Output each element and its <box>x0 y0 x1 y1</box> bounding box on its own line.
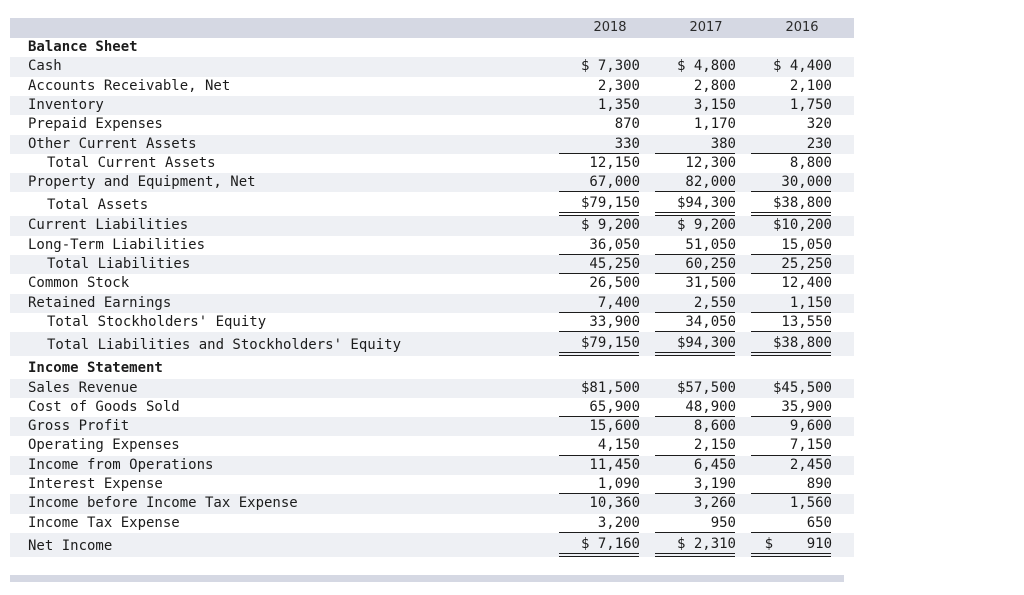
table-row <box>10 417 854 436</box>
table-row <box>10 154 854 173</box>
double-underline <box>655 553 735 557</box>
value-cell-2018: $ 7,160 <box>580 535 640 552</box>
row-label: Property and Equipment, Net <box>28 174 256 191</box>
row-label: Prepaid Expenses <box>28 116 163 133</box>
bottom-bar <box>10 575 844 582</box>
double-underline <box>751 553 831 557</box>
value-cell-2017: 3,190 <box>693 476 736 492</box>
double-underline <box>655 352 735 356</box>
table-row <box>10 216 854 235</box>
value-cell-2018: 1,090 <box>597 476 640 492</box>
value-cell-2017: 3,260 <box>693 495 736 512</box>
table-row <box>10 96 854 115</box>
table-row <box>10 294 854 313</box>
value-cell-2018: $79,150 <box>580 335 640 352</box>
value-cell-2016: 35,900 <box>781 398 832 415</box>
value-cell-2017: 2,550 <box>693 294 736 311</box>
double-underline <box>751 352 831 356</box>
value-cell-2016: 650 <box>806 514 832 531</box>
value-cell-2018: 36,050 <box>589 236 640 253</box>
table-row <box>10 115 854 134</box>
table-row <box>10 436 854 455</box>
value-cell-2018: 11,450 <box>589 456 640 473</box>
value-cell-2017: 51,050 <box>685 236 736 253</box>
value-cell-2017: 1,170 <box>693 116 736 133</box>
row-label: Operating Expenses <box>28 437 180 454</box>
value-cell-2018: 33,900 <box>589 313 640 330</box>
value-cell-2018: 3,200 <box>597 514 640 531</box>
value-cell-2018: $ 9,200 <box>580 217 640 234</box>
year-header-2018: 2018 <box>593 20 627 35</box>
table-row <box>10 359 854 378</box>
value-cell-2018: $79,150 <box>580 195 640 212</box>
row-label: Total Assets <box>47 197 149 214</box>
value-cell-2018: $ 7,300 <box>580 58 640 75</box>
value-cell-2017: 6,450 <box>693 456 736 473</box>
row-label: Common Stock <box>28 275 130 292</box>
value-cell-2016: 320 <box>806 116 832 133</box>
value-cell-2017: 48,900 <box>685 398 736 415</box>
value-cell-2017: $ 2,310 <box>676 535 736 552</box>
value-cell-2018: 26,500 <box>589 275 640 292</box>
value-cell-2017: 3,150 <box>693 96 736 113</box>
value-cell-2016: $ 4,400 <box>772 58 832 75</box>
value-cell-2017: 12,300 <box>685 154 736 171</box>
value-cell-2018: $81,500 <box>580 379 640 396</box>
table-row <box>10 236 854 255</box>
row-label: Current Liabilities <box>28 217 189 234</box>
value-cell-2017: 82,000 <box>685 174 736 191</box>
value-cell-2016: 12,400 <box>781 275 832 292</box>
value-cell-2016: $38,800 <box>772 195 832 212</box>
value-cell-2017: $ 4,800 <box>676 58 736 75</box>
row-label: Income Tax Expense <box>28 514 180 531</box>
row-label: Income from Operations <box>28 456 214 473</box>
row-label: Long-Term Liabilities <box>28 236 206 253</box>
value-cell-2018: 10,360 <box>589 495 640 512</box>
value-cell-2016: $10,200 <box>772 217 832 234</box>
section-heading: Income Statement <box>28 360 163 377</box>
value-cell-2018: 7,400 <box>597 294 640 311</box>
row-label: Total Liabilities <box>47 256 191 272</box>
value-cell-2018: 4,150 <box>597 437 640 454</box>
value-cell-2016: 13,550 <box>781 313 832 330</box>
value-cell-2017: 60,250 <box>685 256 736 272</box>
table-row <box>10 313 854 332</box>
value-cell-2016: $45,500 <box>772 379 832 396</box>
value-cell-2016: 2,450 <box>789 456 832 473</box>
table-row <box>10 379 854 398</box>
value-cell-2016: 25,250 <box>781 256 832 272</box>
value-cell-2018: 67,000 <box>589 174 640 191</box>
row-label: Gross Profit <box>28 418 130 435</box>
value-cell-2016: 230 <box>806 135 832 152</box>
value-cell-2017: $57,500 <box>676 379 736 396</box>
value-cell-2017: 950 <box>710 514 736 531</box>
double-underline <box>559 553 639 557</box>
row-label: Interest Expense <box>28 476 163 492</box>
table-row <box>10 255 854 274</box>
table-row <box>10 456 854 475</box>
value-cell-2017: 34,050 <box>685 313 736 330</box>
year-header-2017: 2017 <box>689 20 723 35</box>
value-cell-2016: 15,050 <box>781 236 832 253</box>
table-row <box>10 475 854 494</box>
row-label: Total Liabilities and Stockholders' Equity <box>47 337 402 354</box>
value-cell-2018: 15,600 <box>589 418 640 435</box>
row-label: Accounts Receivable, Net <box>28 77 231 94</box>
value-cell-2017: $94,300 <box>676 335 736 352</box>
row-label: Total Stockholders' Equity <box>47 313 267 330</box>
table-row <box>10 57 854 76</box>
value-cell-2016: 30,000 <box>781 174 832 191</box>
table-row <box>10 173 854 192</box>
value-cell-2016: 1,750 <box>789 96 832 113</box>
value-cell-2017: 31,500 <box>685 275 736 292</box>
row-label: Sales Revenue <box>28 379 138 396</box>
value-cell-2017: 2,800 <box>693 77 736 94</box>
year-header-2016: 2016 <box>785 20 819 35</box>
value-cell-2016: 1,150 <box>789 294 832 311</box>
value-cell-2017: 8,600 <box>693 418 736 435</box>
value-cell-2018: 2,300 <box>597 77 640 94</box>
table-row <box>10 38 854 57</box>
value-cell-2016: 9,600 <box>789 418 832 435</box>
value-cell-2016: 2,100 <box>789 77 832 94</box>
table-row <box>10 514 854 533</box>
value-cell-2018: 12,150 <box>589 154 640 171</box>
value-cell-2016: $ 910 <box>764 535 832 552</box>
value-cell-2017: 380 <box>710 135 736 152</box>
table-row <box>10 135 854 154</box>
value-cell-2018: 1,350 <box>597 96 640 113</box>
value-cell-2017: 2,150 <box>693 437 736 454</box>
value-cell-2016: 1,560 <box>789 495 832 512</box>
value-cell-2016: 890 <box>806 476 832 492</box>
value-cell-2017: $ 9,200 <box>676 217 736 234</box>
value-cell-2018: 330 <box>614 135 640 152</box>
table-row <box>10 398 854 417</box>
row-label: Income before Income Tax Expense <box>28 495 298 512</box>
value-cell-2018: 45,250 <box>589 256 640 272</box>
value-cell-2016: $38,800 <box>772 335 832 352</box>
value-cell-2017: $94,300 <box>676 195 736 212</box>
value-cell-2016: 8,800 <box>789 154 832 171</box>
row-label: Total Current Assets <box>47 154 216 171</box>
row-label: Retained Earnings <box>28 294 172 311</box>
row-label: Other Current Assets <box>28 135 197 152</box>
value-cell-2018: 870 <box>614 116 640 133</box>
double-underline <box>559 352 639 356</box>
table-row <box>10 494 854 513</box>
row-label: Cash <box>28 58 62 75</box>
row-label: Net Income <box>28 537 113 554</box>
section-heading: Balance Sheet <box>28 39 138 55</box>
table-row <box>10 77 854 96</box>
row-label: Cost of Goods Sold <box>28 398 180 415</box>
value-cell-2018: 65,900 <box>589 398 640 415</box>
row-label: Inventory <box>28 96 104 113</box>
value-cell-2016: 7,150 <box>789 437 832 454</box>
table-row <box>10 274 854 293</box>
